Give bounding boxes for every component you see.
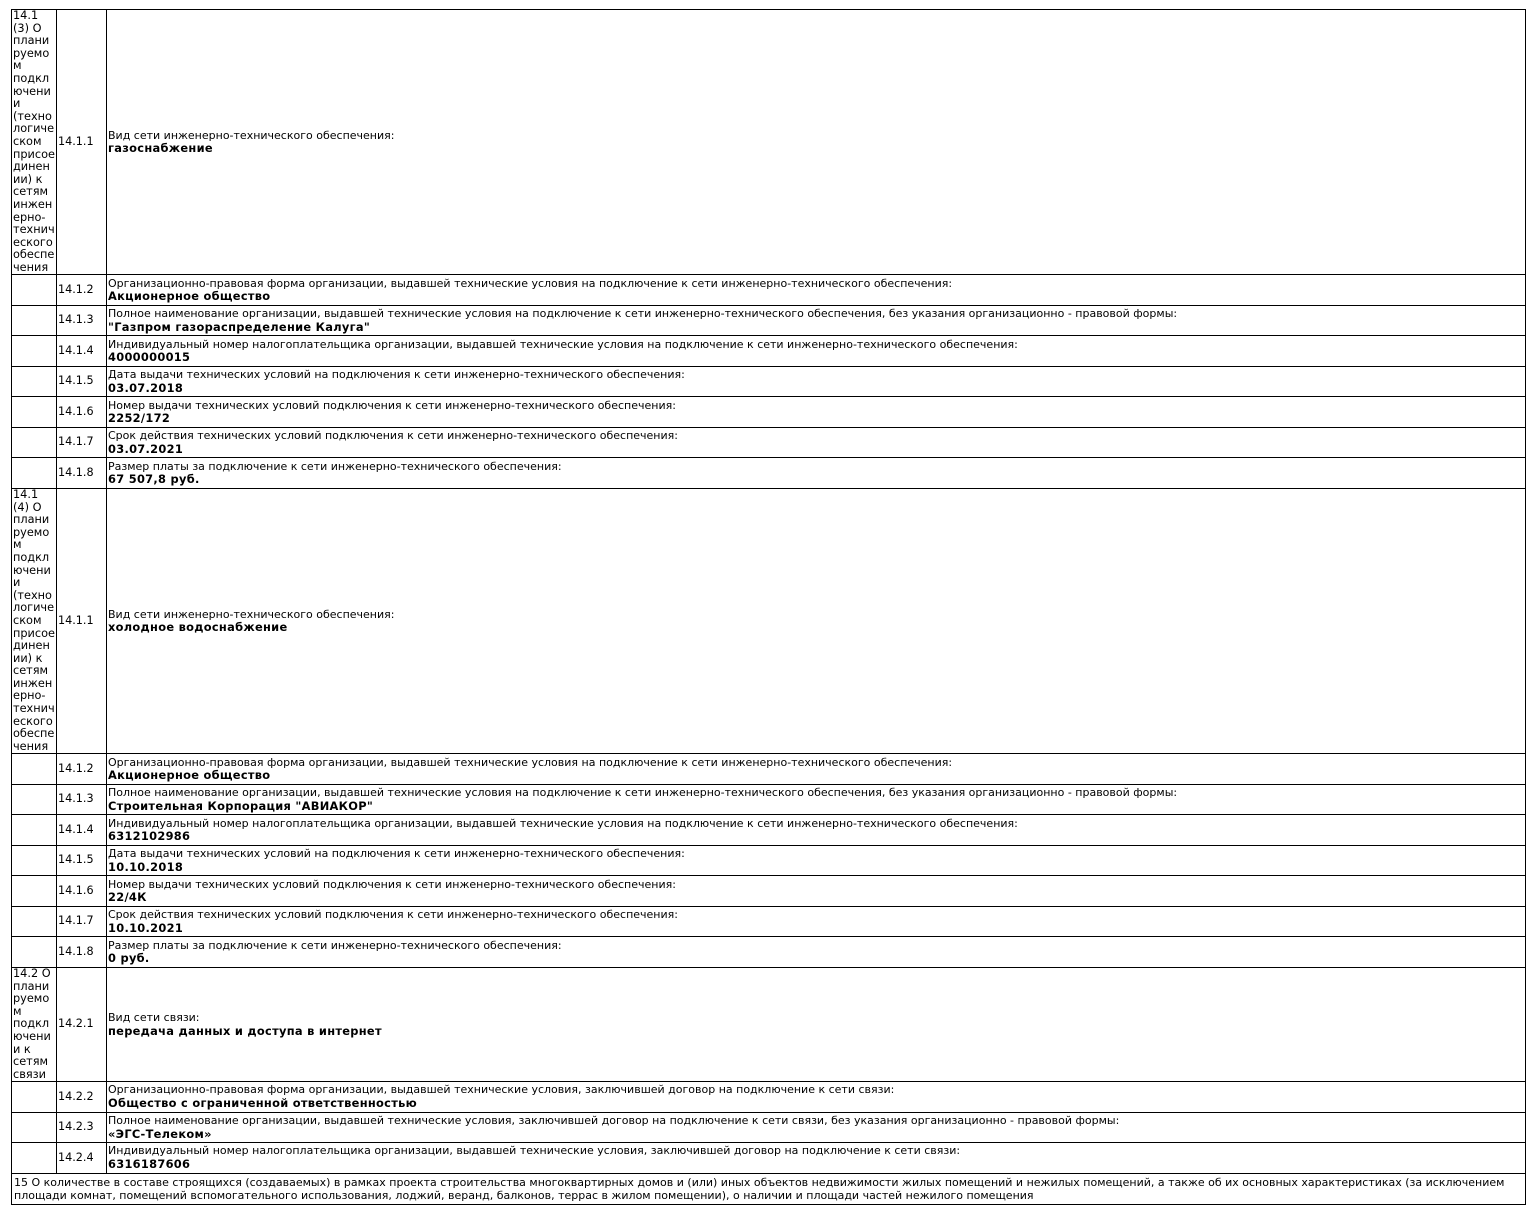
row-label: Вид сети инженерно-технического обеспечения: bbox=[108, 128, 395, 142]
empty-cell bbox=[12, 906, 57, 937]
empty-cell bbox=[12, 336, 57, 367]
row-value: 10.10.2021 bbox=[108, 920, 184, 935]
row-label: Срок действия технических условий подключения к сети инженерно-технического обеспечения: bbox=[108, 429, 678, 443]
row-label: Полное наименование организации, выдавшей технические условия, заключившей договор на подключение к сети связи, без указания организационно - правовой формы: bbox=[108, 1113, 1120, 1127]
row-label: Организационно-правовая форма организации, выдавшей технические условия на подключение к сети инженерно-технического обеспечения: bbox=[108, 276, 953, 290]
row-number: 14.2.1 bbox=[57, 967, 107, 1081]
table-row bbox=[12, 10, 1526, 275]
row-number: 14.1.7 bbox=[57, 427, 107, 458]
row-content bbox=[107, 275, 1526, 306]
row-number: 14.1.4 bbox=[57, 336, 107, 367]
row-content bbox=[107, 937, 1526, 968]
row-value: 03.07.2018 bbox=[108, 380, 184, 395]
row-label: Индивидуальный номер налогоплательщика организации, выдавшей технические условия на подключение к сети инженерно-технического обеспечения: bbox=[108, 337, 1018, 351]
table-row bbox=[12, 1112, 1526, 1143]
row-number: 14.1.6 bbox=[57, 876, 107, 907]
row-label: Индивидуальный номер налогоплательщика организации, выдавшей технические условия на подключение к сети инженерно-технического обеспечения: bbox=[108, 816, 1018, 830]
table-row bbox=[12, 488, 1526, 753]
empty-cell bbox=[12, 1082, 57, 1113]
row-label: Вид сети связи: bbox=[108, 1011, 200, 1025]
row-number: 14.1.3 bbox=[57, 305, 107, 336]
row-number: 14.1.1 bbox=[57, 488, 107, 753]
row-content bbox=[107, 815, 1526, 846]
row-value: Строительная Корпорация "АВИАКОР" bbox=[108, 798, 374, 813]
row-label: Полное наименование организации, выдавшей технические условия на подключение к сети инженерно-технического обеспечения, без указания организационно - правовой формы: bbox=[108, 307, 1178, 321]
table-row bbox=[12, 1173, 1526, 1204]
row-content bbox=[107, 967, 1526, 1081]
row-content bbox=[107, 336, 1526, 367]
table-row bbox=[12, 967, 1526, 1081]
row-label: Организационно-правовая форма организации, выдавшей технические условия, заключившей договор на подключение к сети связи: bbox=[108, 1083, 895, 1097]
table-row bbox=[12, 937, 1526, 968]
row-label: Индивидуальный номер налогоплательщика организации, выдавшей технические условия, заключившей договор на подключение к сети связи: bbox=[108, 1144, 961, 1158]
row-number: 14.1.6 bbox=[57, 397, 107, 428]
empty-cell bbox=[12, 1143, 57, 1174]
row-value: Акционерное общество bbox=[108, 289, 271, 304]
empty-cell bbox=[12, 427, 57, 458]
row-value: "Газпром газораспределение Калуга" bbox=[108, 319, 371, 334]
row-value: 22/4К bbox=[108, 890, 147, 905]
row-number: 14.2.2 bbox=[57, 1082, 107, 1113]
row-value: передача данных и доступа в интернет bbox=[108, 1023, 382, 1038]
table-row bbox=[12, 458, 1526, 489]
row-value: Общество с ограниченной ответственностью bbox=[108, 1096, 417, 1111]
row-number: 14.1.5 bbox=[57, 366, 107, 397]
table-row bbox=[12, 876, 1526, 907]
row-label: Размер платы за подключение к сети инженерно-технического обеспечения: bbox=[108, 459, 562, 473]
row-value: 6312102986 bbox=[108, 829, 191, 844]
row-number: 14.1.5 bbox=[57, 845, 107, 876]
row-content bbox=[107, 1143, 1526, 1174]
table-row bbox=[12, 427, 1526, 458]
empty-cell bbox=[12, 815, 57, 846]
table-row bbox=[12, 366, 1526, 397]
row-content bbox=[107, 845, 1526, 876]
row-content bbox=[107, 876, 1526, 907]
declaration-table bbox=[11, 9, 1526, 1205]
table-row bbox=[12, 754, 1526, 785]
row-label: Номер выдачи технических условий подключения к сети инженерно-технического обеспечения: bbox=[108, 877, 676, 891]
row-label: Полное наименование организации, выдавшей технические условия на подключение к сети инженерно-технического обеспечения, без указания организационно - правовой формы: bbox=[108, 786, 1178, 800]
empty-cell bbox=[12, 366, 57, 397]
table-row bbox=[12, 1082, 1526, 1113]
table-row bbox=[12, 305, 1526, 336]
row-content bbox=[107, 427, 1526, 458]
empty-cell bbox=[12, 458, 57, 489]
row-value: газоснабжение bbox=[108, 141, 213, 156]
empty-cell bbox=[12, 305, 57, 336]
row-content bbox=[107, 754, 1526, 785]
row-label: Организационно-правовая форма организации, выдавшей технические условия на подключение к сети инженерно-технического обеспечения: bbox=[108, 755, 953, 769]
row-content bbox=[107, 397, 1526, 428]
empty-cell bbox=[12, 275, 57, 306]
row-value: холодное водоснабжение bbox=[108, 620, 288, 635]
row-value: «ЭГС-Телеком» bbox=[108, 1126, 212, 1141]
row-value: 6316187606 bbox=[108, 1157, 191, 1172]
empty-cell bbox=[12, 754, 57, 785]
row-content bbox=[107, 1082, 1526, 1113]
empty-cell bbox=[12, 937, 57, 968]
table-row bbox=[12, 784, 1526, 815]
table-row bbox=[12, 275, 1526, 306]
section-header: 14.2 О планируемом подключении к сетям связи bbox=[12, 967, 57, 1081]
section-15-heading: 15 О количестве в составе строящихся (создаваемых) в рамках проекта строительства многоквартирных домов и (или) иных объектов недвижимости жилых помещений и нежилых помещений, а также об их основных характеристиках (за исключением площади комнат, помещений вспомогательного использования, лоджий, веранд, балконов, террас в жилом помещении), о наличии и площади частей нежилого помещения bbox=[12, 1173, 1526, 1204]
empty-cell bbox=[12, 845, 57, 876]
empty-cell bbox=[12, 876, 57, 907]
row-number: 14.1.1 bbox=[57, 10, 107, 275]
row-value: 0 руб. bbox=[108, 951, 150, 966]
row-value: Акционерное общество bbox=[108, 768, 271, 783]
row-number: 14.1.8 bbox=[57, 458, 107, 489]
row-label: Срок действия технических условий подключения к сети инженерно-технического обеспечения: bbox=[108, 908, 678, 922]
table-row bbox=[12, 336, 1526, 367]
row-value: 2252/172 bbox=[108, 411, 171, 426]
row-content bbox=[107, 906, 1526, 937]
row-number: 14.1.4 bbox=[57, 815, 107, 846]
row-label: Номер выдачи технических условий подключения к сети инженерно-технического обеспечения: bbox=[108, 398, 676, 412]
section-header: 14.1 (4) О планируемом подключении (технологическом присоединении) к сетям инженерно-технического обеспечения bbox=[13, 487, 55, 753]
row-content bbox=[107, 305, 1526, 336]
row-content bbox=[107, 10, 1526, 275]
row-number: 14.1.8 bbox=[57, 937, 107, 968]
row-number: 14.2.4 bbox=[57, 1143, 107, 1174]
row-content bbox=[107, 366, 1526, 397]
row-content bbox=[107, 1112, 1526, 1143]
row-number: 14.1.2 bbox=[57, 275, 107, 306]
row-content bbox=[107, 784, 1526, 815]
row-content bbox=[107, 458, 1526, 489]
table-row bbox=[12, 1143, 1526, 1174]
row-label: Дата выдачи технических условий на подключения к сети инженерно-технического обеспечения: bbox=[108, 368, 685, 382]
row-value: 67 507,8 руб. bbox=[108, 472, 200, 487]
row-label: Размер платы за подключение к сети инженерно-технического обеспечения: bbox=[108, 938, 562, 952]
empty-cell bbox=[12, 784, 57, 815]
row-number: 14.2.3 bbox=[57, 1112, 107, 1143]
row-content bbox=[107, 488, 1526, 753]
table-row bbox=[12, 815, 1526, 846]
table-row bbox=[12, 845, 1526, 876]
row-number: 14.1.7 bbox=[57, 906, 107, 937]
row-value: 10.10.2018 bbox=[108, 859, 184, 874]
row-label: Дата выдачи технических условий на подключения к сети инженерно-технического обеспечения: bbox=[108, 847, 685, 861]
row-label: Вид сети инженерно-технического обеспечения: bbox=[108, 607, 395, 621]
row-number: 14.1.2 bbox=[57, 754, 107, 785]
row-value: 03.07.2021 bbox=[108, 441, 184, 456]
row-value: 4000000015 bbox=[108, 350, 191, 365]
table-row bbox=[12, 397, 1526, 428]
empty-cell bbox=[12, 397, 57, 428]
row-number: 14.1.3 bbox=[57, 784, 107, 815]
section-header: 14.1 (3) О планируемом подключении (технологическом присоединении) к сетям инженерно-технического обеспечения bbox=[13, 9, 55, 274]
table-row bbox=[12, 906, 1526, 937]
empty-cell bbox=[12, 1112, 57, 1143]
